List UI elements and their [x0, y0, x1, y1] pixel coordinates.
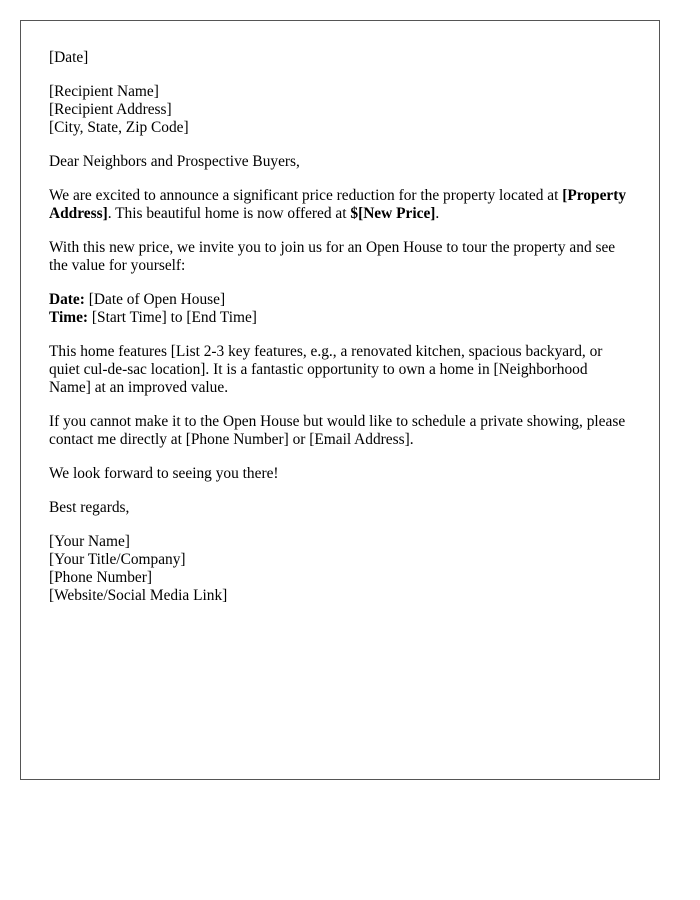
- date-text: [Date]: [49, 49, 89, 66]
- closing: [49, 499, 631, 517]
- para1-text-b: . This beautiful home is now offered at: [107, 205, 351, 222]
- paragraph-closing-remark: [49, 465, 631, 483]
- para1-text-a: We are excited to announce a significant price reduction for the property located at: [49, 187, 563, 204]
- open-house-details: [49, 291, 631, 327]
- recipient-address: [Recipient Address]: [49, 101, 172, 118]
- closing-text: Best regards,: [49, 499, 130, 516]
- signature-title-company: [Your Title/Company]: [49, 551, 186, 568]
- letter-page: [20, 20, 660, 780]
- open-house-time-value: [Start Time] to [End Time]: [88, 309, 257, 326]
- signature-phone: [Phone Number]: [49, 569, 153, 586]
- para2-text: With this new price, we invite you to join us for an Open House to tour the property and see the value for yourself:: [49, 239, 616, 274]
- open-house-date-line: [49, 291, 631, 309]
- letter-date: [49, 49, 631, 67]
- para5-text: We look forward to seeing you there!: [49, 465, 279, 482]
- paragraph-price-reduction: [49, 187, 631, 223]
- recipient-block: [49, 83, 631, 137]
- open-house-date-value: [Date of Open House]: [84, 291, 226, 308]
- signature-name: [Your Name]: [49, 533, 130, 550]
- para4-text: If you cannot make it to the Open House but would like to schedule a private showing, please contact me directly at [Phone Number] or [Email Address].: [49, 413, 626, 448]
- salutation-text: Dear Neighbors and Prospective Buyers,: [49, 153, 300, 170]
- paragraph-home-features: [49, 343, 631, 397]
- para3-text: This home features [List 2-3 key features, e.g., a renovated kitchen, spacious backyard, or quiet cul-de-sac location]. It is a fantastic opportunity to own a home in [Neighborhood Name] at an improved value.: [49, 343, 603, 396]
- open-house-time-label: Time:: [49, 309, 89, 326]
- paragraph-open-house-invite: [49, 239, 631, 275]
- recipient-name: [Recipient Name]: [49, 83, 159, 100]
- signature-link: [Website/Social Media Link]: [49, 587, 228, 604]
- para1-text-c: .: [435, 205, 440, 222]
- recipient-city-state-zip: [City, State, Zip Code]: [49, 119, 189, 136]
- signature-block: [49, 533, 631, 605]
- open-house-date-label: Date:: [49, 291, 85, 308]
- open-house-time-line: [49, 309, 631, 327]
- new-price-placeholder: $[New Price]: [350, 205, 436, 222]
- property-address-placeholder: [Property Address]: [49, 187, 627, 222]
- paragraph-private-showing: [49, 413, 631, 449]
- salutation: [49, 153, 631, 171]
